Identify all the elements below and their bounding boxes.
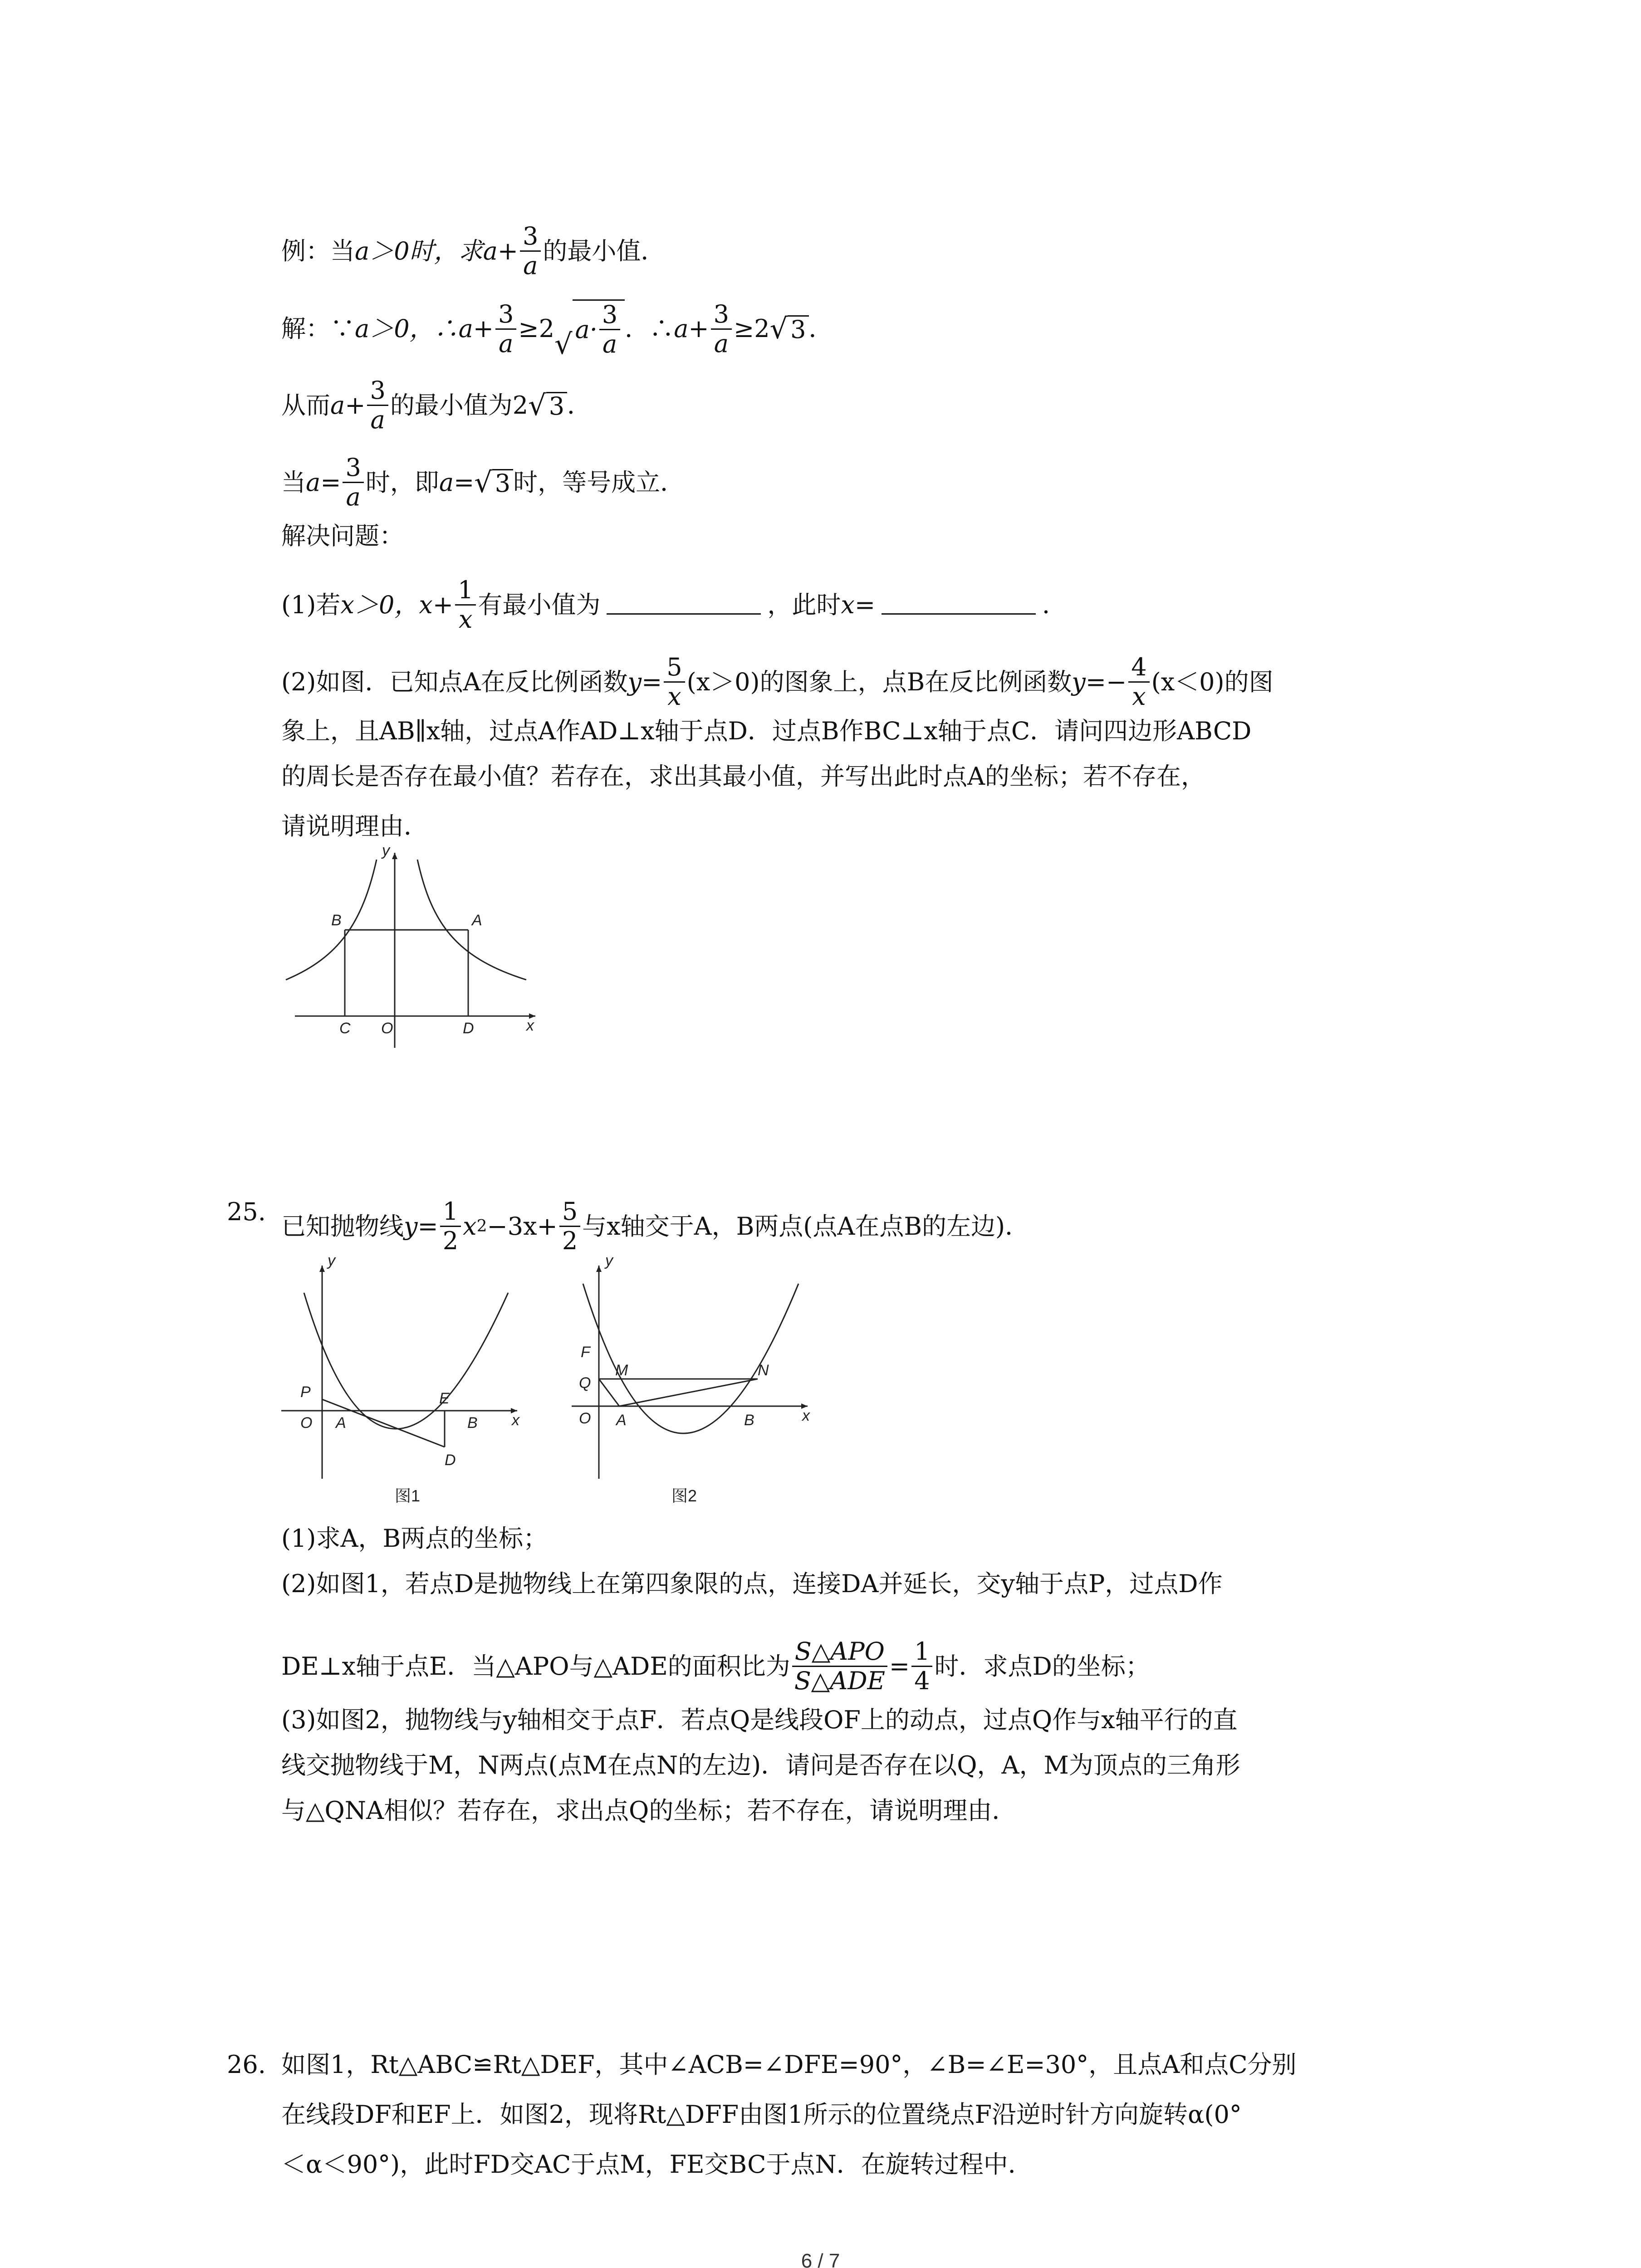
fraction-numerator: 3: [367, 376, 388, 406]
text: ．∴: [625, 314, 674, 343]
square-root: √ 3: [528, 391, 567, 420]
label-a: A: [616, 1412, 627, 1429]
text: a＞0，∴: [355, 314, 459, 343]
y-axis-arrow: [596, 1266, 602, 1272]
text: a+: [458, 314, 494, 343]
square-root: √ a· $\frac{3}{a}$: [554, 299, 625, 358]
question-25-part-3-line-3: [281, 1796, 1016, 1825]
fraction: [711, 300, 732, 358]
answer-blank-x: [882, 595, 1036, 615]
text: 当: [281, 468, 306, 497]
question-25-part-2-line-2: [281, 1637, 1150, 1695]
label-a: A: [472, 912, 482, 929]
label-b: B: [331, 912, 342, 929]
fraction-numerator: 1: [440, 1198, 461, 1227]
text: 有最小值为: [478, 590, 601, 619]
fraction: [455, 576, 476, 634]
label-x: x: [526, 1017, 534, 1034]
text: 时，等号成立．: [513, 468, 685, 497]
page-number: 6 / 7: [801, 2250, 840, 2268]
text: 3: [546, 392, 567, 420]
answer-blank-min: [607, 595, 761, 615]
text: ≥2: [518, 314, 554, 343]
label-m: M: [615, 1362, 628, 1379]
fraction: [343, 454, 363, 511]
text: a+: [674, 314, 709, 343]
text: x＞0，: [340, 590, 419, 619]
text: 3: [492, 469, 513, 497]
label-d: D: [463, 1020, 474, 1037]
fraction-denominator: a: [370, 406, 385, 434]
fraction-numerator: 3: [711, 300, 732, 330]
text: (1)求A，B两点的坐标；: [281, 1524, 548, 1553]
question-26-line-2: [281, 2100, 1242, 2129]
y-axis-arrow: [319, 1266, 325, 1272]
text: (2)如图．已知点A在反比例函数: [281, 667, 628, 696]
segment-qa: [599, 1379, 619, 1406]
fraction-denominator: x: [458, 605, 473, 634]
fraction-numerator: 3: [495, 300, 516, 330]
fraction-numerator: 4: [1128, 653, 1149, 683]
fraction-numerator: 1: [911, 1637, 932, 1667]
fraction-denominator: 2: [562, 1227, 578, 1255]
text: y=: [404, 1212, 438, 1241]
text: 从而: [281, 391, 330, 420]
square-root: √ 3: [474, 469, 513, 497]
fraction-denominator: a: [602, 330, 617, 358]
text: 的最小值．: [543, 236, 666, 265]
text: 时，即: [365, 468, 439, 497]
fraction-numerator: 3: [599, 301, 620, 330]
text: x=: [841, 590, 876, 619]
text: ＜α＜90°)，此时FD交AC于点M，FE交BC于点N．在旋转过程中．: [281, 2150, 1033, 2179]
label-b: B: [744, 1412, 754, 1429]
text: ．: [1042, 590, 1067, 619]
text: (1)若: [281, 590, 341, 619]
label-q: Q: [579, 1374, 591, 1392]
label-x: x: [802, 1407, 810, 1424]
label-y: y: [382, 844, 390, 859]
fraction-numerator: 1: [455, 576, 476, 606]
text: 解：∵: [281, 314, 355, 343]
label-c: C: [339, 1020, 351, 1037]
fraction: [495, 300, 516, 358]
text: y=: [627, 667, 662, 696]
fraction-denominator: a: [499, 329, 514, 358]
text: x+: [419, 590, 454, 619]
label-d: D: [445, 1452, 456, 1469]
fraction: [599, 301, 620, 358]
problem-2-line-3: [281, 762, 1205, 791]
figure-inverse-functions: [281, 844, 544, 1052]
text: y=−: [1072, 667, 1127, 696]
text: −3x+: [487, 1212, 558, 1241]
text: (x＜0)的图: [1151, 667, 1274, 696]
fraction-numerator: 3: [343, 454, 363, 483]
text: 的最小值为2: [390, 391, 529, 420]
fraction: [559, 1198, 580, 1255]
question-25-part-1: [281, 1524, 548, 1553]
example-line-2: [281, 299, 833, 361]
fraction-denominator: a: [346, 483, 361, 511]
square-root: √ 3: [770, 315, 809, 343]
text: 时．求点D的坐标；: [934, 1652, 1150, 1681]
label-b: B: [467, 1414, 478, 1432]
text: 线交抛物线于M，N两点(点M在点N的左边)．请问是否存在以Q，A，M为顶点的三角形: [281, 1751, 1240, 1779]
text: a·: [575, 315, 598, 344]
label-a: A: [336, 1414, 346, 1432]
problem-2-line-4: [281, 812, 428, 841]
text: x: [463, 1212, 477, 1241]
question-25-number: 25.: [227, 1198, 266, 1226]
text: a=: [306, 468, 341, 497]
question-25-stem: [281, 1198, 1029, 1255]
fraction-numerator: 3: [520, 222, 541, 252]
label-e: E: [439, 1390, 450, 1407]
figure-1: [272, 1256, 535, 1510]
text: ．: [808, 314, 833, 343]
question-26-line-3: [281, 2150, 1033, 2179]
fraction-numerator: S△APO: [792, 1637, 887, 1667]
text: 例：当: [281, 236, 355, 265]
text: 与△QNA相似？若存在，求出点Q的坐标；若不存在，请说明理由．: [281, 1796, 1017, 1825]
fraction-denominator: 4: [914, 1667, 930, 1695]
text: 请说明理由．: [281, 812, 428, 841]
figure-2: [563, 1256, 826, 1510]
text: ≥2: [734, 314, 770, 343]
text: a+: [483, 236, 519, 265]
y-axis-arrow: [392, 853, 397, 859]
label-p: P: [300, 1383, 311, 1401]
problem-2-line-1: [281, 653, 1274, 711]
question-25-part-3-line-1: [281, 1706, 1238, 1735]
parabola: [304, 1293, 508, 1429]
text: 已知抛物线: [281, 1212, 404, 1241]
fraction: [367, 376, 388, 434]
label-o: O: [381, 1020, 393, 1037]
fraction: [911, 1637, 932, 1695]
fraction-denominator: x: [1132, 682, 1146, 711]
fraction: [520, 222, 541, 280]
fraction: [1128, 653, 1149, 711]
fraction-denominator: a: [714, 329, 729, 358]
text: 如图1，Rt△ABC≌Rt△DEF，其中∠ACB=∠DFE=90°，∠B=∠E=30°，且点A和点C分别: [281, 2050, 1297, 2079]
figure-caption: 图1: [395, 1486, 421, 1505]
question-26-line-1: [281, 2050, 1297, 2079]
fraction-denominator: x: [667, 682, 681, 711]
text: a+: [330, 391, 366, 420]
label-y: y: [605, 1256, 613, 1269]
text: =: [889, 1652, 910, 1681]
fraction-numerator: 5: [559, 1198, 580, 1227]
fraction-denominator: 2: [442, 1227, 459, 1255]
text: (x＞0)的图象上，点B在反比例函数: [686, 667, 1072, 696]
text: 与x轴交于A，B两点(点A在点B的左边)．: [582, 1212, 1030, 1241]
text: 的周长是否存在最小值？若存在，求出其最小值，并写出此时点A的坐标；若不存在，: [281, 762, 1205, 791]
fraction-denominator: a: [523, 251, 538, 280]
text: a＞0时，求: [355, 236, 483, 265]
text: 在线段DF和EF上．如图2，现将Rt△DFF由图1所示的位置绕点F沿逆时针方向旋转α(0°: [281, 2100, 1242, 2129]
text: (2)如图1，若点D是抛物线上在第四象限的点，连接DA并延长，交y轴于点P，过点D作: [281, 1569, 1223, 1598]
label-n: N: [758, 1362, 769, 1379]
question-26-number: 26.: [227, 2050, 266, 2079]
question-25-part-2-line-1: [281, 1569, 1223, 1598]
label-f: F: [581, 1344, 590, 1361]
problem-2-line-2: [281, 717, 1251, 746]
question-25-part-3-line-2: [281, 1751, 1240, 1780]
fraction-denominator: S△ADE: [794, 1667, 885, 1695]
text: 解决问题：: [281, 522, 404, 550]
segment-an: [619, 1379, 758, 1406]
text: (3)如图2，抛物线与y轴相交于点F．若点Q是线段OF上的动点，过点Q作与x轴平行的直: [281, 1706, 1238, 1734]
area-ratio-fraction: [792, 1637, 887, 1695]
text: 象上，且AB∥x轴，过点A作AD⊥x轴于点D．过点B作BC⊥x轴于点C．请问四边形ABCD: [281, 717, 1252, 745]
fraction-numerator: 5: [664, 653, 685, 683]
fraction: [440, 1198, 461, 1255]
label-y: y: [328, 1256, 335, 1269]
fraction: [664, 653, 685, 711]
figure-caption: 图2: [671, 1486, 697, 1505]
label-o: O: [300, 1414, 313, 1432]
text: ，此时: [767, 590, 841, 619]
text: a=: [439, 468, 475, 497]
label-x: x: [512, 1412, 519, 1429]
example-line-4: [281, 454, 685, 511]
example-line-1: [281, 222, 665, 280]
label-o: O: [579, 1410, 591, 1427]
text: DE⊥x轴于点E．当△APO与△ADE的面积比为: [281, 1652, 790, 1681]
problem-1: [281, 576, 1067, 634]
parabola: [583, 1284, 798, 1433]
text: 2: [476, 1217, 487, 1236]
solve-title: [281, 522, 404, 551]
example-line-3: [281, 376, 592, 434]
text: ．: [567, 391, 592, 420]
text: 3: [788, 315, 808, 343]
